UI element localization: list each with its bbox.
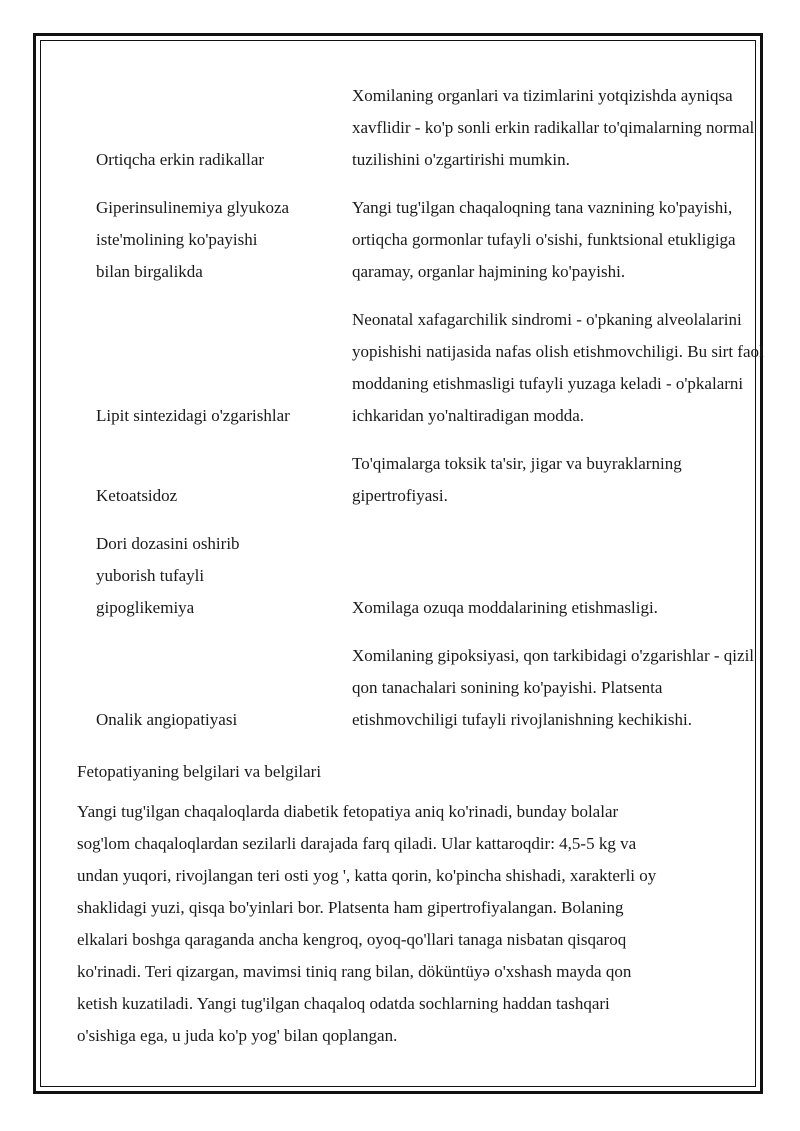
table-cell-factor — [96, 528, 326, 624]
table-cell-factor — [96, 704, 326, 736]
cell-line: To'qimalarga toksik ta'sir, jigar va buyraklarning — [352, 454, 682, 473]
cell-line: qaramay, organlar hajmining ko'payishi. — [352, 262, 626, 281]
cell-line: Ketoatsidoz — [96, 486, 178, 505]
paragraph-line: undan yuqori, rivojlangan teri osti yog ', katta qorin, ko'pincha shishadi, xarakterli oy — [77, 866, 657, 885]
cell-line: moddaning etishmasligi tufayli yuzaga keladi - o'pkalarni — [352, 374, 744, 393]
cell-line: Dori dozasini oshirib — [96, 534, 240, 553]
cell-line: Giperinsulinemiya glyukoza — [96, 198, 290, 217]
table-cell-effect — [352, 304, 764, 432]
table-cell-effect — [352, 640, 754, 736]
paragraph-line: ketish kuzatiladi. Yangi tug'ilgan chaqaloq odatda sochlarning haddan tashqari — [77, 994, 610, 1013]
paragraph-line: elkalari boshga qaraganda ancha kengroq, oyoq-qo'llari tanaga nisbatan qisqaroq — [77, 930, 627, 949]
cell-line: Xomilaga ozuqa moddalarining etishmasligi. — [352, 598, 658, 617]
cell-line: tuzilishini o'zgartirishi mumkin. — [352, 150, 570, 169]
cell-line: Neonatal xafagarchilik sindromi - o'pkaning alveolalarini — [352, 310, 742, 329]
paragraph-line: o'sishiga ega, u juda ko'p yog' bilan qoplangan. — [77, 1026, 398, 1045]
table-cell-factor — [96, 400, 326, 432]
cell-line: Lipit sintezidagi o'zgarishlar — [96, 406, 290, 425]
paragraph-line: shaklidagi yuzi, qisqa bo'yinlari bor. Platsenta ham gipertrofiyalangan. Bolaning — [77, 898, 624, 917]
cell-line: yopishishi natijasida nafas olish etishmovchiligi. Bu sirt faol — [352, 342, 764, 361]
table-cell-effect — [352, 592, 658, 624]
cell-line: Xomilaning gipoksiyasi, qon tarkibidagi o'zgarishlar - qizil — [352, 646, 755, 665]
cell-line: gipoglikemiya — [96, 598, 195, 617]
cell-line: ortiqcha gormonlar tufayli o'sishi, funktsional etukligiga — [352, 230, 736, 249]
table-cell-effect — [352, 448, 682, 512]
cell-line: iste'molining ko'payishi — [96, 230, 258, 249]
cell-line: gipertrofiyasi. — [352, 486, 448, 505]
cell-line: Onalik angiopatiyasi — [96, 710, 238, 729]
table-cell-factor — [96, 144, 326, 176]
cell-line: Xomilaning organlari va tizimlarini yotqizishda ayniqsa — [352, 86, 733, 105]
paragraph-line: sog'lom chaqaloqlardan sezilarli darajada farq qiladi. Ular kattaroqdir: 4,5-5 kg va — [77, 834, 637, 853]
cell-line: Yangi tug'ilgan chaqaloqning tana vaznining ko'payishi, — [352, 198, 733, 217]
paragraph-line: ko'rinadi. Teri qizargan, mavimsi tiniq rang bilan, döküntüyə o'xshash mayda qon — [77, 962, 632, 981]
table-cell-factor — [96, 480, 326, 512]
cell-line: yuborish tufayli — [96, 566, 205, 585]
cell-line: qon tanachalari sonining ko'payishi. Platsenta — [352, 678, 663, 697]
cell-line: etishmovchiligi tufayli rivojlanishning kechikishi. — [352, 710, 692, 729]
body-paragraph — [77, 796, 656, 1052]
section-heading: Fetopatiyaning belgilari va belgilari — [77, 762, 322, 781]
table-cell-effect — [352, 80, 754, 176]
table-cell-effect — [352, 192, 736, 288]
cell-line: ichkaridan yo'naltiradigan modda. — [352, 406, 585, 425]
paragraph-line: Yangi tug'ilgan chaqaloqlarda diabetik fetopatiya aniq ko'rinadi, bunday bolalar — [77, 802, 619, 821]
cell-line: Ortiqcha erkin radikallar — [96, 150, 265, 169]
table-cell-factor — [96, 192, 326, 288]
cell-line: bilan birgalikda — [96, 262, 203, 281]
cell-line: xavflidir - ko'p sonli erkin radikallar to'qimalarning normal — [352, 118, 755, 137]
